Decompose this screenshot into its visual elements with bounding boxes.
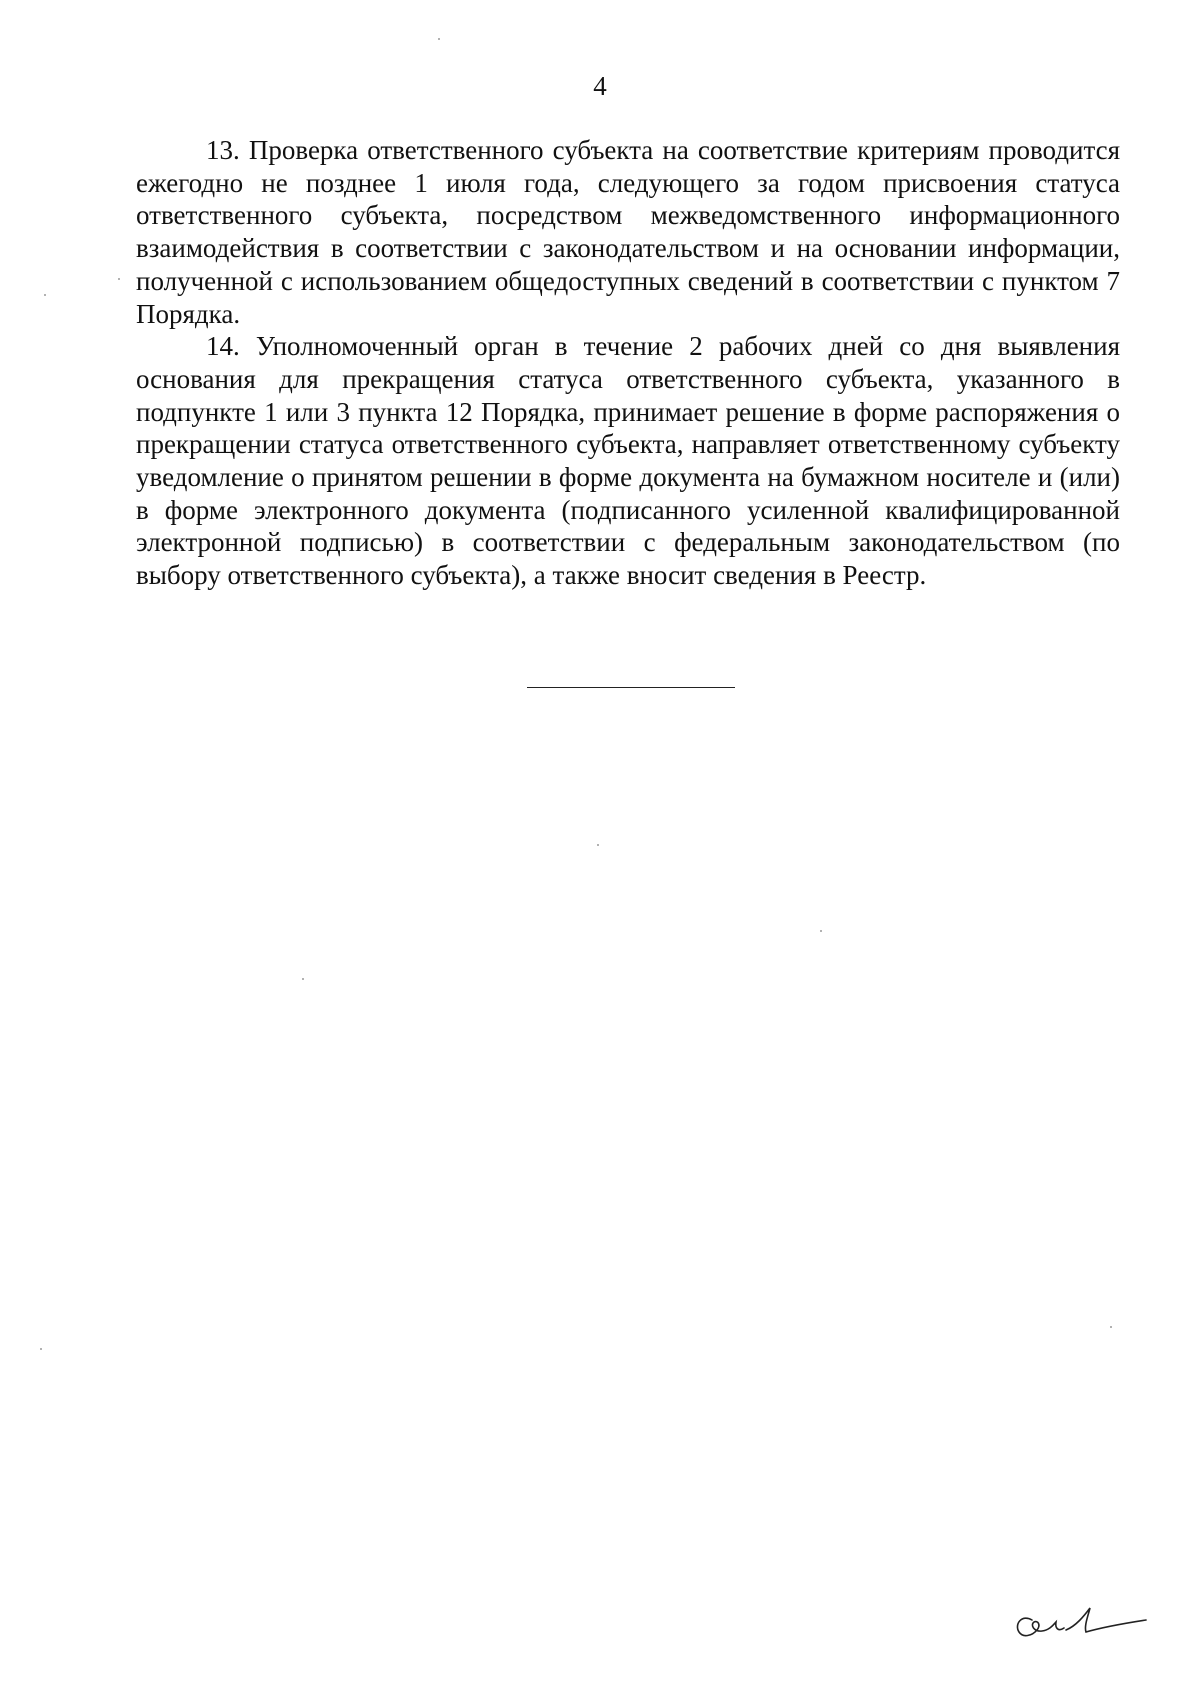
handwritten-signature — [1010, 1598, 1150, 1648]
scan-speck — [40, 1348, 42, 1350]
scan-speck — [118, 278, 120, 280]
document-body — [136, 134, 1120, 592]
scan-speck — [820, 930, 822, 932]
scan-speck — [597, 844, 599, 846]
paragraph-13: 13. Проверка ответственного субъекта на соответствие критериям проводится ежегодно не позднее 1 июля года, следующего за годом присвоения статуса ответственного субъекта, посредством межведомственного информационного взаимодействия в соответствии с законодательством и на основании информации, полученной с использованием общедоступных сведений в соответствии с пунктом 7 Порядка. — [136, 135, 1120, 329]
scan-speck — [302, 978, 304, 980]
scan-speck — [438, 38, 440, 40]
end-of-text-divider — [527, 687, 735, 688]
page-number: 4 — [593, 71, 607, 101]
paragraph-14: 14. Уполномоченный орган в течение 2 рабочих дней со дня выявления основания для прекращения статуса ответственного субъекта, указанного в подпункте 1 или 3 пункта 12 Порядка, принимает решение в форме распоряжения о прекращении статуса ответственного субъекта, направляет ответственному субъекту уведомление о принятом решении в форме документа на бумажном носителе и (или) в форме электронного документа (подписанного усиленной квалифицированной электронной подписью) в соответствии с федеральным законодательством (по выбору ответственного субъекта), а также вносит сведения в Реестр. — [136, 331, 1120, 591]
scan-speck — [44, 294, 46, 296]
scan-speck — [1110, 1326, 1112, 1328]
